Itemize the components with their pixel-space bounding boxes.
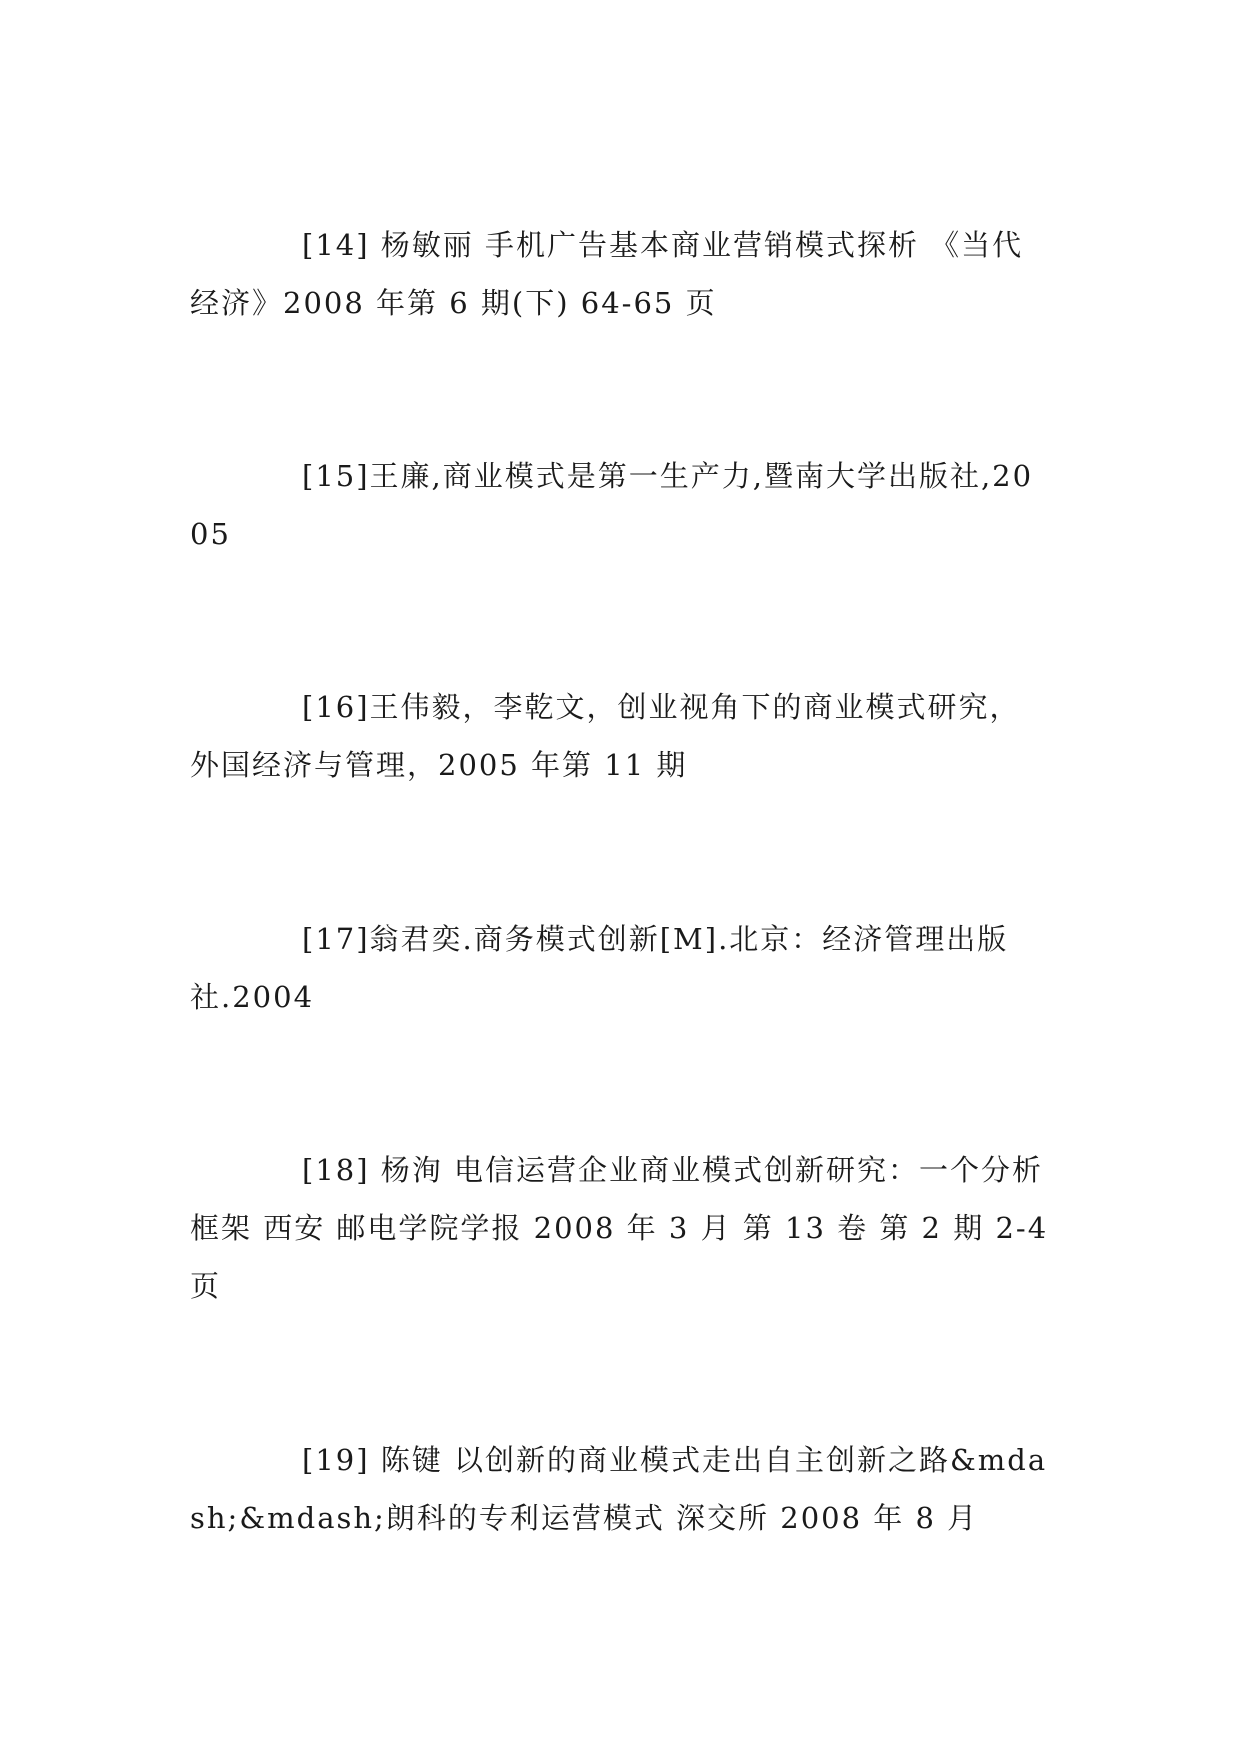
reference-14: [14] 杨敏丽 手机广告基本商业营销模式探析 《当代经济》2008 年第 6 期(下) 64-65 页 <box>190 228 1024 320</box>
reference-16: [16]王伟毅，李乾文，创业视角下的商业模式研究，外国经济与管理，2005 年第 11 期 <box>190 690 1021 782</box>
reference-17: [17]翁君奕.商务模式创新[M].北京：经济管理出版社.2004 <box>190 922 1009 1014</box>
reference-15: [15]王廉,商业模式是第一生产力,暨南大学出版社,2005 <box>190 459 1034 551</box>
reference-19: [19] 陈键 以创新的商业模式走出自主创新之路&mdash;&mdash;朗科的专利运营模式 深交所 2008 年 8 月 <box>190 1443 1048 1535</box>
reference-18: [18] 杨洵 电信运营企业商业模式创新研究：一个分析框架 西安 邮电学院学报 2008 年 3 月 第 13 卷 第 2 期 2-4 页 <box>190 1153 1049 1303</box>
